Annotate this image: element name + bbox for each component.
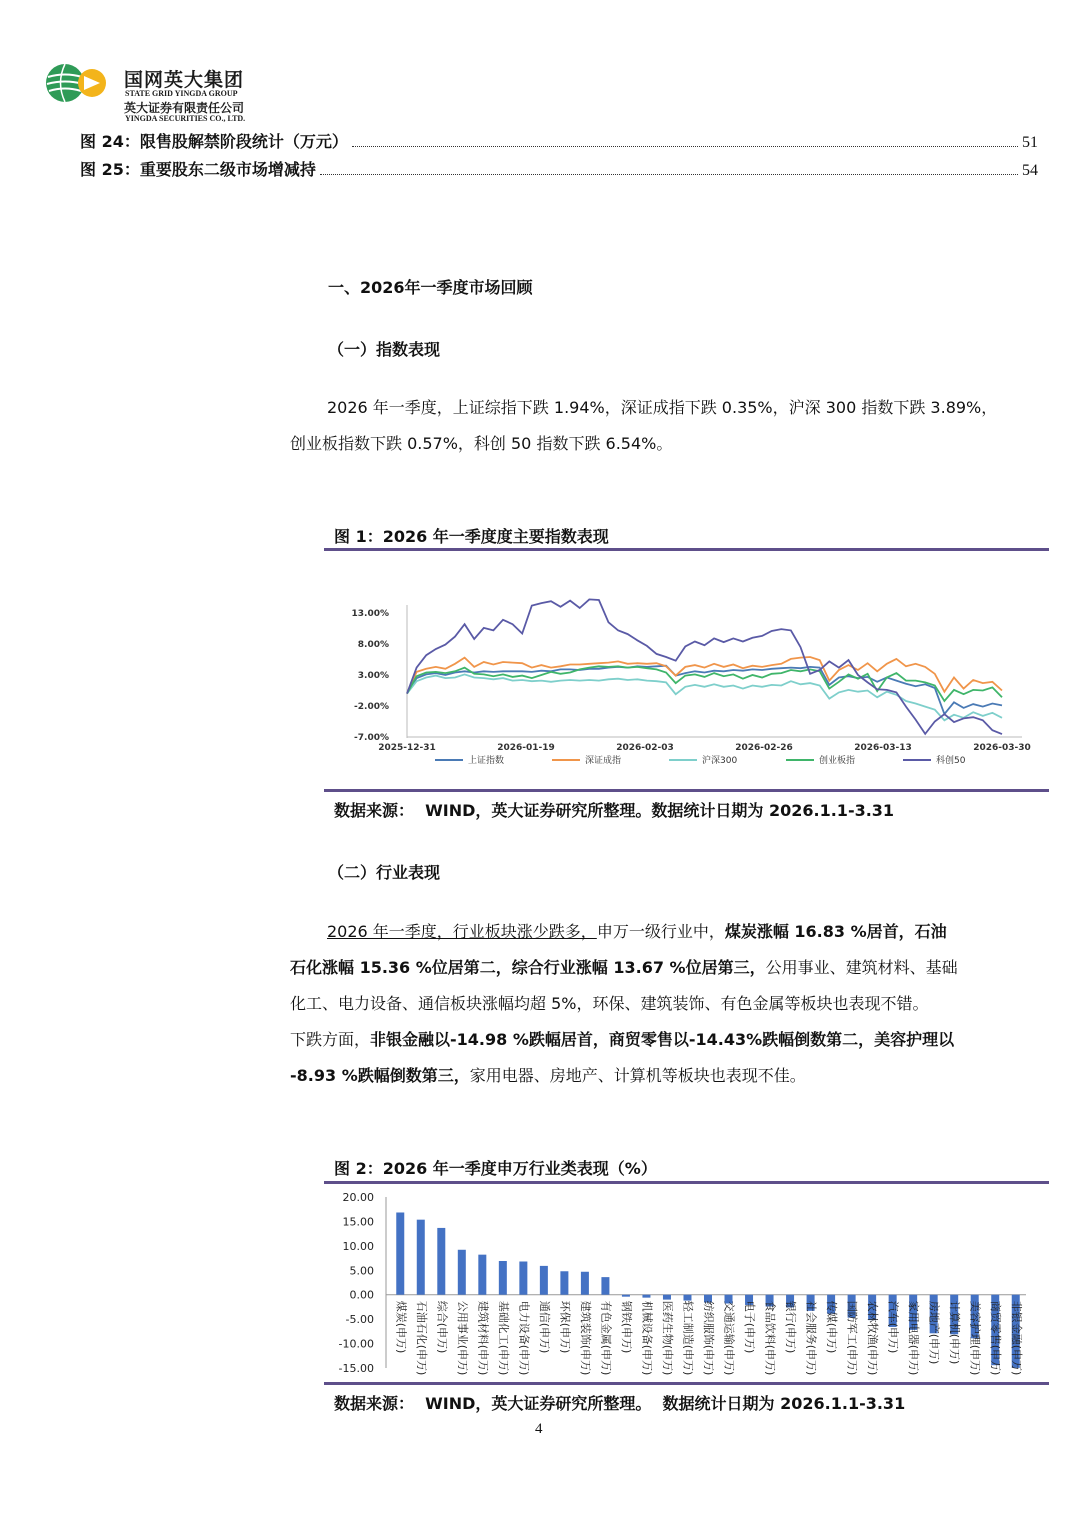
industry-bar xyxy=(478,1255,486,1295)
bold-text: 非银金融以-14.98 %跌幅居首，商贸零售以-14.43%跌幅倒数第二，美容护理以 xyxy=(370,1030,955,1049)
y-tick-label: 10.00 xyxy=(342,1239,374,1253)
y-tick-label: -15.00 xyxy=(338,1362,374,1375)
x-tick-label: 2026-01-19 xyxy=(497,743,555,753)
x-category-label: 医药生物(申万) xyxy=(660,1300,674,1376)
text-span: 家用电器、房地产、计算机等板块也表现不佳。 xyxy=(469,1066,806,1085)
toc-leader-dots xyxy=(320,174,1018,175)
x-category-label: 家用电器(申万) xyxy=(907,1300,921,1376)
figure-2-source: 数据来源： WIND，英大证券研究所整理。 数据统计日期为 2026.1.1-3.31 xyxy=(334,1394,906,1413)
paragraph-line xyxy=(290,950,1050,986)
paragraph-line xyxy=(290,1022,1050,1058)
figure-1-source: 数据来源： WIND，英大证券研究所整理。数据统计日期为 2026.1.1-3.31 xyxy=(334,801,895,820)
text-span: 申万一级行业中， xyxy=(596,922,725,941)
x-category-label: 计算机(申万) xyxy=(948,1300,962,1365)
industry-bar xyxy=(540,1266,548,1295)
x-category-label: 传媒(申万) xyxy=(825,1300,839,1354)
x-category-label: 农林牧渔(申万) xyxy=(866,1300,880,1376)
industry-bar xyxy=(663,1295,671,1300)
legend-label: 上证指数 xyxy=(468,756,505,766)
underlined-text: 2026 年一季度，行业板块涨少跌多， xyxy=(327,922,597,941)
y-tick-label: -10.00 xyxy=(338,1337,374,1351)
x-category-label: 通信(申万) xyxy=(537,1300,551,1354)
industry-bar xyxy=(683,1295,691,1301)
company-name-cn: 国网英大集团 xyxy=(124,69,245,91)
industry-bar xyxy=(458,1250,466,1295)
industry-bar xyxy=(560,1271,568,1294)
x-category-label: 交通运输(申万) xyxy=(722,1300,736,1376)
y-tick-label: -5.00 xyxy=(345,1313,374,1327)
industry-bar xyxy=(519,1261,527,1294)
paragraph-line xyxy=(290,914,1050,950)
industry-bar xyxy=(622,1295,630,1297)
x-tick-label: 2026-03-13 xyxy=(854,743,912,753)
logo-globe-icon xyxy=(44,62,116,104)
subsection-heading-industry: （二）行业表现 xyxy=(328,863,441,882)
industry-bar xyxy=(396,1212,404,1294)
legend-label: 深证成指 xyxy=(585,756,622,766)
x-category-label: 煤炭(申万) xyxy=(394,1300,408,1354)
paragraph-line xyxy=(290,1058,1050,1094)
x-category-label: 纺织服饰(申万) xyxy=(702,1300,715,1376)
x-tick-label: 2026-02-26 xyxy=(735,743,793,753)
legend-label: 科创50 xyxy=(936,756,966,766)
company-logo xyxy=(44,62,116,104)
x-category-label: 有色金属(申万) xyxy=(599,1300,613,1376)
toc-entry-page: 54 xyxy=(1022,162,1038,179)
y-tick-label: 3.00% xyxy=(357,671,389,681)
toc-entry[interactable] xyxy=(80,128,1038,152)
y-tick-label: 20.00 xyxy=(342,1191,374,1204)
x-tick-label: 2026-02-03 xyxy=(616,743,674,753)
legend-label: 沪深300 xyxy=(702,756,738,766)
figure-1-title: 图 1：2026 年一季度度主要指数表现 xyxy=(334,527,609,546)
y-tick-label: -7.00% xyxy=(354,733,389,743)
y-tick-label: 13.00% xyxy=(351,609,389,619)
x-category-label: 房地产(申万) xyxy=(927,1300,941,1365)
index-performance-paragraph xyxy=(290,390,1050,462)
x-category-label: 机械设备(申万) xyxy=(640,1300,654,1376)
x-category-label: 钢铁(申万) xyxy=(619,1300,633,1354)
x-category-label: 轻工制造(申万) xyxy=(681,1300,695,1376)
x-tick-label: 2025-12-31 xyxy=(378,743,436,753)
toc-entry-label: 图 25：重要股东二级市场增减持 xyxy=(80,160,316,179)
text-span: 下跌方面， xyxy=(290,1030,371,1049)
industry-performance-paragraph xyxy=(290,914,1050,1094)
figure-2-bottom-rule xyxy=(324,1382,1049,1385)
industry-bar xyxy=(417,1220,425,1295)
x-category-label: 建筑装饰(申万) xyxy=(578,1300,592,1376)
paragraph-line: 创业板指数下跌 0.57%，科创 50 指数下跌 6.54%。 xyxy=(290,434,673,453)
toc-leader-dots xyxy=(352,146,1018,147)
series-line xyxy=(407,666,1002,714)
figure-2-top-rule xyxy=(324,1181,1049,1184)
industry-bar xyxy=(601,1277,609,1295)
y-tick-label: 5.00 xyxy=(349,1264,374,1278)
x-category-label: 综合(申万) xyxy=(435,1300,449,1354)
section-heading: 一、2026年一季度市场回顾 xyxy=(328,278,533,297)
x-category-label: 商贸零售(申万) xyxy=(989,1300,1003,1376)
x-category-label: 电子(申万) xyxy=(743,1300,757,1354)
x-category-label: 食品饮料(申万) xyxy=(763,1300,777,1376)
securities-name-en: YINGDA SECURITIES CO., LTD. xyxy=(125,114,246,123)
securities-name-cn: 英大证券有限责任公司 xyxy=(124,101,245,115)
company-name-en: STATE GRID YINGDA GROUP xyxy=(125,89,238,98)
industry-bar-chart xyxy=(326,1186,1046,1378)
y-tick-label: -2.00% xyxy=(354,702,389,712)
x-category-label: 社会服务(申万) xyxy=(804,1300,818,1376)
x-category-label: 汽车(申万) xyxy=(886,1300,900,1354)
x-tick-label: 2026-03-30 xyxy=(973,743,1031,753)
industry-bar xyxy=(642,1295,650,1298)
x-category-label: 电力设备(申万) xyxy=(517,1300,531,1376)
bold-text: 煤炭涨幅 16.83 %居首，石油 xyxy=(724,922,947,941)
x-category-label: 建筑材料(申万) xyxy=(476,1300,490,1376)
industry-bar xyxy=(499,1261,507,1295)
x-category-label: 石油石化(申万) xyxy=(414,1300,428,1376)
toc-entry-label: 图 24：限售股解禁阶段统计（万元） xyxy=(80,132,348,151)
y-tick-label: 8.00% xyxy=(357,640,389,650)
paragraph-line: 2026 年一季度，上证综指下跌 1.94%，深证成指下跌 0.35%，沪深 300 指数下跌 3.89%， xyxy=(327,398,998,417)
index-line-chart xyxy=(330,590,1040,775)
figure-1-bottom-rule xyxy=(324,789,1049,792)
figure-2-title: 图 2：2026 年一季度申万行业类表现（%） xyxy=(334,1159,657,1178)
subsection-heading-index: （一）指数表现 xyxy=(328,340,441,359)
figure-1-top-rule xyxy=(324,548,1049,551)
bold-text: 石化涨幅 15.36 %位居第二，综合行业涨幅 13.67 %位居第三， xyxy=(290,958,766,977)
x-category-label: 国防军工(申万) xyxy=(845,1300,859,1376)
y-tick-label: 0.00 xyxy=(349,1288,374,1302)
x-category-label: 非银金融(申万) xyxy=(1009,1300,1023,1376)
paragraph-line: 化工、电力设备、通信板块涨幅均超 5%，环保、建筑装饰、有色金属等板块也表现不错。 xyxy=(290,994,929,1013)
legend-label: 创业板指 xyxy=(819,756,856,766)
x-category-label: 公用事业(申万) xyxy=(455,1300,469,1376)
x-category-label: 美容护理(申万) xyxy=(968,1300,982,1376)
x-category-label: 银行(申万) xyxy=(784,1300,798,1354)
x-category-label: 环保(申万) xyxy=(558,1300,572,1354)
page-number: 4 xyxy=(535,1421,543,1437)
x-category-label: 基础化工(申万) xyxy=(496,1300,510,1376)
toc-entry[interactable] xyxy=(80,156,1038,180)
y-tick-label: 15.00 xyxy=(342,1215,374,1229)
toc-entry-page: 51 xyxy=(1022,134,1038,151)
industry-bar xyxy=(437,1228,445,1295)
bold-text: -8.93 %跌幅倒数第三， xyxy=(290,1066,470,1085)
industry-bar xyxy=(581,1272,589,1295)
text-span: 公用事业、建筑材料、基础 xyxy=(765,958,958,977)
